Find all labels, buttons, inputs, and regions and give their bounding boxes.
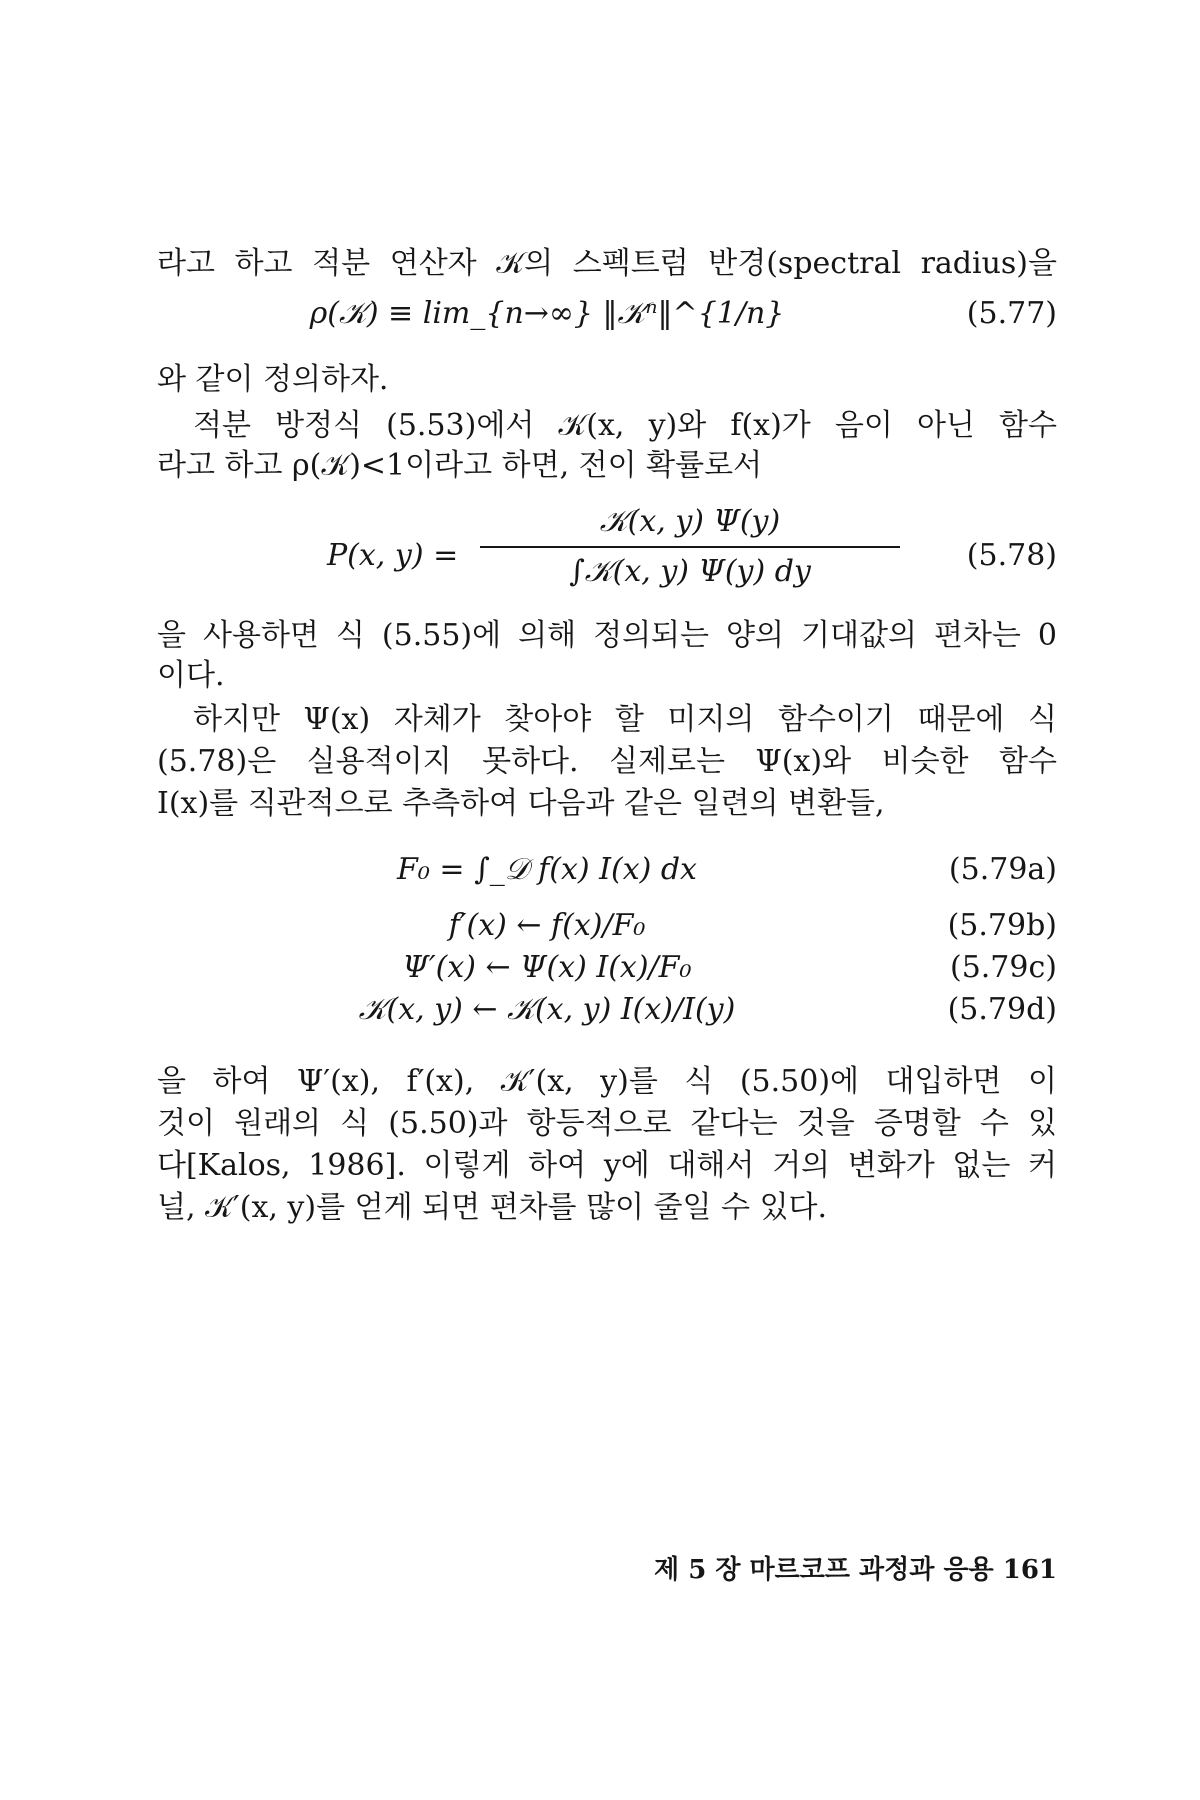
equation-5-79a [157, 848, 1057, 892]
equation-5-77-expression: ρ(𝒦) ≡ lim_{n→∞} ‖𝒦ⁿ‖^{1/n} [309, 296, 785, 331]
paragraph-5-line-3: 다[Kalos, 1986]. 이렇게 하여 y에 대해서 거의 변화가 없는 커 [157, 1148, 1057, 1183]
equation-5-79c [157, 946, 1057, 990]
equation-5-79a-expression: F₀ = ∫_𝒟 f(x) I(x) dx [397, 852, 697, 887]
equation-5-78-denominator: ∫𝒦(x, y) Ψ(y) dy [569, 554, 811, 589]
equation-5-78-lhs: P(x, y) = [327, 538, 459, 573]
paragraph-1-line-2: 와 같이 정의하자. [157, 362, 389, 397]
equation-5-79b [157, 904, 1057, 948]
equation-5-78-numerator: 𝒦(x, y) Ψ(y) [599, 504, 781, 539]
paragraph-4-line-1: 하지만 Ψ(x) 자체가 찾아야 할 미지의 함수이기 때문에 식 [193, 702, 1057, 737]
equation-5-79d [157, 988, 1057, 1032]
equation-5-79d-expression: 𝒦(x, y) ← 𝒦(x, y) I(x)/I(y) [358, 992, 736, 1027]
paragraph-2-line-1: 적분 방정식 (5.53)에서 𝒦(x, y)와 f(x)가 음이 아닌 함수 [193, 408, 1057, 443]
equation-5-79b-number: (5.79b) [947, 908, 1057, 943]
equation-5-79b-expression: f′(x) ← f(x)/F₀ [448, 908, 646, 943]
paragraph-3-line-1: 을 사용하면 식 (5.55)에 의해 정의되는 양의 기대값의 편차는 0 [157, 618, 1057, 653]
equation-5-78-number: (5.78) [966, 538, 1057, 573]
equation-5-79c-expression: Ψ′(x) ← Ψ(x) I(x)/F₀ [402, 950, 692, 985]
equation-5-79d-number: (5.79d) [947, 992, 1057, 1027]
paragraph-4-line-3: I(x)를 직관적으로 추측하여 다음과 같은 일련의 변환들, [157, 786, 885, 821]
equation-5-77-number: (5.77) [966, 296, 1057, 331]
fraction-bar [480, 546, 900, 548]
equation-5-78 [157, 502, 1057, 612]
page-footer: 제 5 장 마르코프 과정과 응용 161 [654, 1555, 1057, 1585]
equation-5-79c-number: (5.79c) [949, 950, 1057, 985]
paragraph-5-line-4: 널, 𝒦′(x, y)를 얻게 되면 편차를 많이 줄일 수 있다. [157, 1190, 828, 1225]
equation-5-78-fraction [480, 502, 900, 592]
paragraph-1-line-1: 라고 하고 적분 연산자 𝒦의 스펙트럼 반경(spectral radius)을 [157, 246, 1057, 281]
equation-5-79a-number: (5.79a) [948, 852, 1057, 887]
equation-5-77 [157, 292, 1057, 336]
paragraph-5-line-2: 것이 원래의 식 (5.50)과 항등적으로 같다는 것을 증명할 수 있 [157, 1106, 1057, 1141]
paragraph-5-line-1: 을 하여 Ψ′(x), f′(x), 𝒦′(x, y)를 식 (5.50)에 대입하면 이 [157, 1064, 1057, 1099]
paragraph-2-line-2: 라고 하고 ρ(𝒦)<1이라고 하면, 전이 확률로서 [157, 448, 763, 483]
paragraph-4-line-2: (5.78)은 실용적이지 못하다. 실제로는 Ψ(x)와 비슷한 함수 [157, 744, 1057, 779]
paragraph-3-line-2: 이다. [157, 658, 225, 693]
